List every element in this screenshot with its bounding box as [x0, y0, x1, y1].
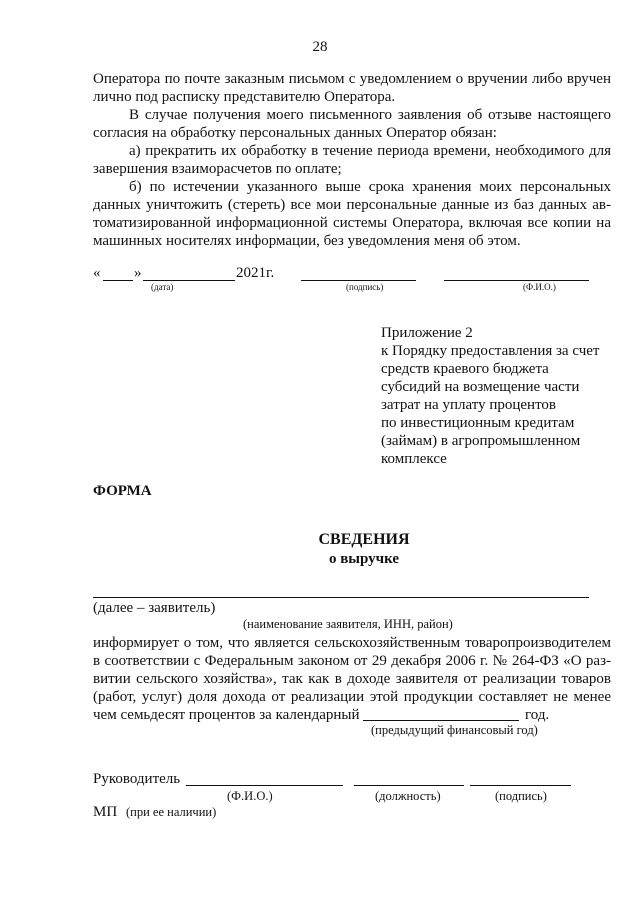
signature-field[interactable] — [301, 280, 416, 281]
document-subtitle: о выручке — [328, 551, 400, 567]
head-signature-caption: (подпись) — [495, 789, 547, 803]
fio-field[interactable] — [444, 280, 589, 281]
consent-line: а) прекратить их обработку в течение периода времени, необходимого для — [129, 143, 611, 159]
head-label: Руководитель — [93, 771, 181, 787]
appendix-line: субсидий на возмещение части — [381, 379, 580, 395]
body-last-line: чем семьдесят процентов за календарный — [93, 707, 360, 723]
head-fio-caption: (Ф.И.О.) — [227, 789, 273, 803]
head-signature-field[interactable] — [470, 785, 571, 786]
page-number: 28 — [312, 39, 328, 55]
appendix-line: Приложение 2 — [381, 325, 473, 341]
stamp-label: МП — [93, 804, 118, 820]
date-month-field[interactable] — [143, 280, 235, 281]
consent-line: В случае получения моего письменного заявления об отзыве настоящего — [129, 107, 611, 123]
date-quote-open: « — [93, 265, 101, 281]
head-position-caption: (должность) — [375, 789, 441, 803]
date-year: 2021г. — [236, 265, 275, 281]
consent-line: б) по истечении указанного выше срока хранения моих персональных — [129, 179, 611, 195]
consent-line: Оператора по почте заказным письмом с уведомлением о вручении либо вручен — [93, 71, 611, 87]
appendix-line: комплексе — [381, 451, 447, 467]
body-line: в соответствии с Федеральным законом от 29 декабря 2006 г. № 264-ФЗ «О раз- — [93, 653, 611, 669]
body-line: информирует о том, что является сельскохозяйственным товаропроизводителем — [93, 635, 611, 651]
body-line: (работ, услуг) доля дохода от реализации этой продукции составляет не менее — [93, 689, 611, 705]
document-title: СВЕДЕНИЯ — [318, 531, 410, 548]
fio-caption: (Ф.И.О.) — [523, 282, 556, 292]
applicant-suffix: (далее – заявитель) — [93, 600, 216, 616]
stamp-note: (при ее наличии) — [126, 805, 217, 819]
consent-line: завершения взаиморасчетов по оплате; — [93, 161, 342, 177]
date-day-field[interactable] — [103, 280, 133, 281]
applicant-caption: (наименование заявителя, ИНН, район) — [243, 617, 453, 631]
appendix-line: по инвестиционным кредитам — [381, 415, 575, 431]
signature-caption: (подпись) — [346, 282, 384, 292]
year-field[interactable] — [363, 720, 519, 721]
applicant-name-field[interactable] — [93, 597, 589, 598]
year-caption: (предыдущий финансовый год) — [371, 723, 538, 737]
appendix-line: средств краевого бюджета — [381, 361, 549, 377]
appendix-line: к Порядку предоставления за счет — [381, 343, 600, 359]
consent-line: машинных носителях информации, без уведомления меня об этом. — [93, 233, 521, 249]
consent-line: лично под расписку представителю Оператора. — [93, 89, 396, 105]
date-caption: (дата) — [151, 282, 174, 292]
year-word: год. — [525, 707, 550, 723]
consent-line: томатизированной информационной системы Оператора, включая все копии на — [93, 215, 611, 231]
consent-line: данных уничтожить (стереть) все мои персональные данные из баз данных ав- — [93, 197, 611, 213]
consent-line: согласия на обработку персональных данных Оператор обязан: — [93, 125, 497, 141]
body-line: витии сельского хозяйства», так как в доходе заявителя от реализации товаров — [93, 671, 611, 687]
appendix-line: затрат на уплату процентов — [381, 397, 557, 413]
date-quote-close: » — [134, 265, 142, 281]
head-position-field[interactable] — [354, 785, 464, 786]
form-label: ФОРМА — [93, 483, 152, 499]
appendix-line: (займам) в агропромышленном — [381, 433, 581, 449]
head-fio-field[interactable] — [186, 785, 343, 786]
